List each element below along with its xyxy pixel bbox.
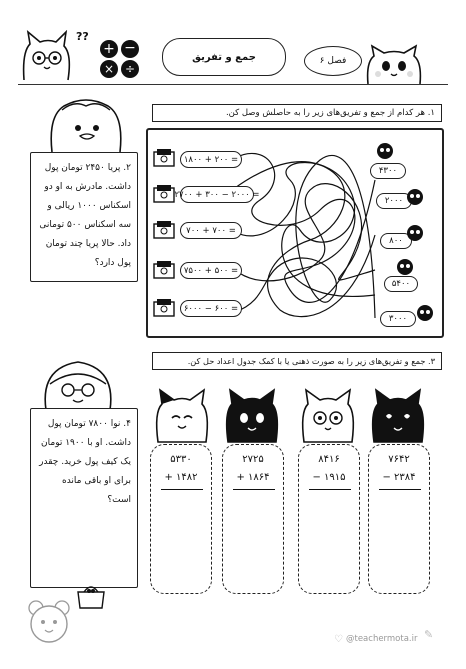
bear-icon xyxy=(26,598,72,644)
money-icon xyxy=(152,258,176,282)
math-symbols-icon xyxy=(100,40,142,78)
purse-icon xyxy=(74,582,108,610)
pencil-icon: ✎ xyxy=(424,628,434,641)
dustball-icon xyxy=(414,302,436,322)
dustball-icon xyxy=(404,222,426,242)
dustball-icon xyxy=(404,186,426,206)
money-icon xyxy=(152,218,176,242)
calc-column-3[interactable] xyxy=(298,444,360,594)
problem4-box xyxy=(30,408,138,588)
answer-5: ۳۰۰۰ xyxy=(380,311,416,327)
dustball-icon xyxy=(394,256,416,276)
dustball-icon xyxy=(374,140,396,160)
calc-3-bottom: − ۱۹۱۵ xyxy=(312,472,346,483)
times-icon: × xyxy=(100,60,118,78)
expression-4: ۷۵۰۰ + ۵۰۰ = xyxy=(180,262,242,279)
heart-icon: ♡ xyxy=(334,634,343,645)
calc-4-line xyxy=(379,489,421,490)
plus-icon: + xyxy=(100,40,118,58)
cat-right-icon xyxy=(364,44,424,86)
divide-icon: ÷ xyxy=(121,60,139,78)
answer-2: ۲۰۰۰ xyxy=(376,193,412,209)
calc-4-top: ۷۶۴۲ xyxy=(388,454,410,465)
calc-3-top: ۸۴۱۶ xyxy=(318,454,340,465)
cat-left-icon xyxy=(14,30,78,82)
tangled-lines xyxy=(230,140,380,330)
answer-1: ۴۳۰۰ xyxy=(370,163,406,179)
problem2-text: ۲. پریا ۲۴۵۰ تومان پول داشت. مادرش به او دو اسکناس ۱۰۰۰ ریالی و سه اسکناس ۵۰۰ تومانی داد. حالا پریا چند تومان پول دارد؟ xyxy=(39,163,131,268)
girl-icon xyxy=(40,358,116,410)
calc-3-line xyxy=(309,489,351,490)
section1-instruction: ۱. هر کدام از جمع و تفریق‌های زیر را به حاصلش وصل کن. xyxy=(225,108,435,118)
calc-2-line xyxy=(233,489,275,490)
calc-2-bottom: + ۱۸۶۴ xyxy=(236,472,270,483)
cat-icon xyxy=(222,388,282,444)
calc-column-4[interactable] xyxy=(368,444,430,594)
expression-5: ۶۰۰۰ − ۶۰۰ = xyxy=(180,300,242,317)
header-divider xyxy=(18,84,448,85)
money-icon xyxy=(152,146,176,170)
cat-icon xyxy=(368,388,428,444)
section3-instruction: ۳. جمع و تفریق‌های زیر را به صورت ذهنی یا با کمک جدول اعداد حل کن. xyxy=(187,356,435,366)
money-icon xyxy=(152,182,176,206)
section1-instruction-bar xyxy=(152,104,442,122)
problem2-box xyxy=(30,152,138,282)
watermark: @teachermota.ir xyxy=(346,634,418,644)
expression-3: ۷۰۰ + ۷۰۰ = xyxy=(180,222,242,239)
calc-4-bottom: − ۲۳۸۴ xyxy=(382,472,416,483)
cat-icon xyxy=(298,388,358,444)
answer-3: ۸۰۰ xyxy=(380,233,412,249)
section3-instruction-bar xyxy=(152,352,442,370)
calc-2-top: ۲۷۲۵ xyxy=(242,454,264,465)
chapter-label: فصل ۶ xyxy=(319,56,347,66)
answer-4: ۵۴۰۰ xyxy=(384,276,418,292)
calc-1-line xyxy=(161,489,203,490)
calc-1-top: ۵۳۳۰ xyxy=(170,454,192,465)
expression-1: ۱۸۰۰ + ۲۰۰ = xyxy=(180,151,242,168)
chapter-badge xyxy=(304,46,362,76)
cat-icon xyxy=(152,388,212,444)
money-icon xyxy=(152,296,176,320)
calc-1-bottom: + ۱۴۸۲ xyxy=(164,472,198,483)
expression-2: ۲۷۰۰ + ۳۰۰ − ۲۰۰۰ = xyxy=(180,186,254,203)
duck-icon xyxy=(44,96,128,152)
calc-column-2[interactable] xyxy=(222,444,284,594)
minus-icon: − xyxy=(121,40,139,58)
question-marks-icon: ?? xyxy=(76,30,89,43)
problem4-text: ۴. نوا ۷۸۰۰ تومان پول داشت. او با ۱۹۰۰ تومان یک کیف پول خرید. چقدر برای او باقی مانده است؟ xyxy=(39,419,131,505)
title-banner xyxy=(162,38,286,76)
calc-column-1[interactable] xyxy=(150,444,212,594)
page-title: جمع و تفریق xyxy=(192,51,256,63)
